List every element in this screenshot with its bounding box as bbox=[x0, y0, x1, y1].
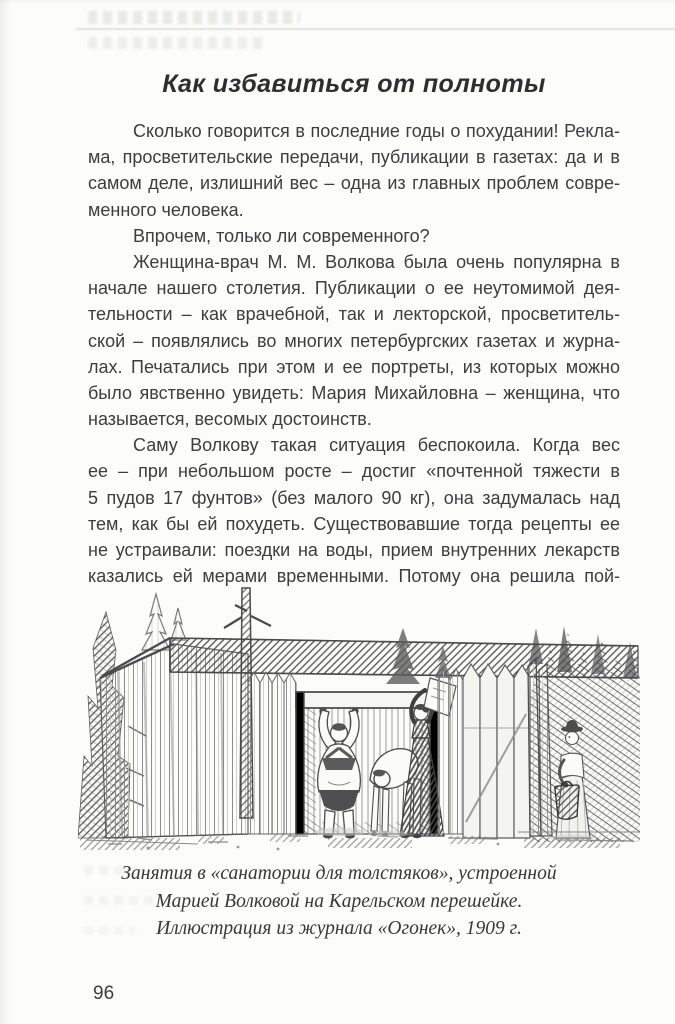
text-line: ее – при небольшом росте – достиг «почтенной тяжести в bbox=[88, 461, 620, 482]
scan-edge-shadow-top bbox=[0, 0, 675, 4]
text-line: казались ей мерами временными. Потому она решила пой- bbox=[88, 566, 620, 587]
text-line: Саму Волкову такая ситуация беспокоила. Когда вес bbox=[133, 435, 620, 456]
text-line: Сколько говорится в последние годы о похудании! Рекла- bbox=[133, 121, 620, 141]
bleed-through-header bbox=[88, 11, 300, 24]
sanatorium-illustration bbox=[78, 586, 640, 858]
text-line: лах. Печатались при этом и ее портреты, из которых можно bbox=[88, 356, 620, 377]
text-line: ма, просветительские передачи, публикации в газетах: да и в bbox=[88, 147, 620, 168]
bleed-through-rule bbox=[76, 28, 675, 30]
page-number: 96 bbox=[93, 983, 115, 1004]
fence-pickets-left bbox=[248, 672, 296, 834]
text-line: Женщина-врач М. М. Волкова была очень популярна в bbox=[133, 251, 620, 272]
illustration-caption bbox=[60, 860, 618, 943]
chapter-title: Как избавиться от полноты bbox=[162, 70, 546, 98]
caption-line: Занятия в «санатории для толстяков», устроенной bbox=[121, 863, 557, 884]
text-line: Впрочем, только ли современного? bbox=[133, 225, 430, 246]
text-line: 5 пудов 17 фунтов» (без малого 90 кг), она задумалась над bbox=[88, 487, 620, 508]
scan-edge-shadow bbox=[0, 0, 10, 1024]
text-line: самом деле, излишний вес – одна из главных проблем совре- bbox=[88, 173, 620, 194]
fence-pickets-right bbox=[438, 669, 463, 834]
text-line: начале нашего столетия. Публикации о ее неутомимой дея- bbox=[88, 278, 620, 299]
caption-line: Марией Волковой на Карельском перешейке. bbox=[155, 890, 523, 912]
fence-top-beam bbox=[102, 638, 638, 678]
bleed-through-subheader bbox=[88, 37, 264, 49]
text-line: ской – появлялись во многих петербургских газетах и журна- bbox=[88, 330, 620, 351]
text-line: тем, как бы ей похудеть. Существовавшие тогда рецепты ее bbox=[88, 513, 620, 534]
text-line: было явственно увидеть: Мария Михайловна – женщина, что bbox=[88, 382, 620, 403]
caption-line: Иллюстрация из журнала «Огонек», 1909 г. bbox=[156, 918, 522, 939]
text-line: тельности – как врачебной, так и лекторской, просветитель- bbox=[88, 304, 620, 325]
body-text bbox=[88, 118, 620, 589]
text-line: не устраивали: поездки на воды, прием внутренних лекарств bbox=[88, 540, 620, 560]
text-line: называется, весомых достоинств. bbox=[88, 409, 372, 430]
text-line: менного человека. bbox=[88, 199, 244, 220]
fence-gate bbox=[463, 664, 530, 838]
